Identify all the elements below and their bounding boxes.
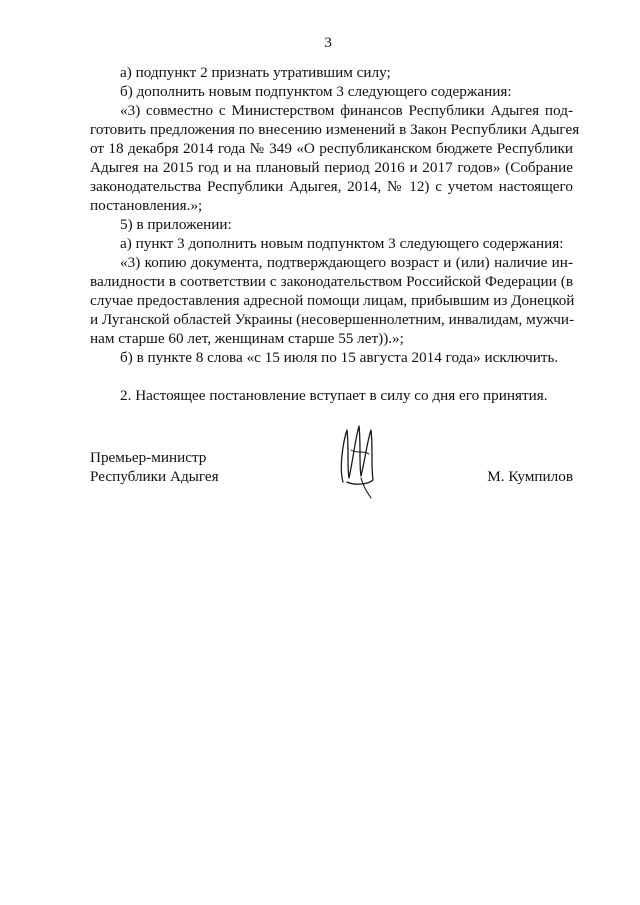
signatory-title [90,448,219,486]
signatory-title-line: Республики Адыгея [90,468,219,485]
paragraph-line: б) дополнить новым подпунктом 3 следующего содержания: [120,83,512,100]
paragraph-line: нам старше 60 лет, женщинам старше 55 лет)).»; [90,330,404,347]
signature-block [90,448,573,508]
paragraph-line: валидности в соответствии с законодательством Российской Федерации (в [90,273,573,290]
paragraph-line: законодательства Республики Адыгея, 2014, № 12) с учетом настоящего [90,178,573,195]
paragraph-line: готовить предложения по внесению изменений в Закон Республики Адыгея [90,121,580,138]
paragraph-line: случае предоставления адресной помощи лицам, прибывшим из Донецкой [90,292,575,309]
paragraph-line: «3) копию документа, подтверждающего возраст и (или) наличие ин- [120,254,573,271]
handwritten-signature [333,420,383,500]
paragraph-line: от 18 декабря 2014 года № 349 «О республиканском бюджете Республики [90,140,573,157]
paragraph-line: а) пункт 3 дополнить новым подпунктом 3 следующего содержания: [120,235,564,252]
page-number: 3 [324,34,332,51]
document-body [90,63,580,405]
paragraph-line: «3) совместно с Министерством финансов Республики Адыгея под- [120,102,573,119]
paragraph-line: 2. Настоящее постановление вступает в силу со дня его принятия. [120,387,548,404]
paragraph-line: Адыгея на 2015 год и на плановый период 2016 и 2017 годов» (Собрание [90,159,573,176]
paragraph-line: постановления.»; [90,197,203,214]
paragraph-gap [90,367,573,386]
paragraph-line: 5) в приложении: [120,216,232,233]
paragraph-line: б) в пункте 8 слова «с 15 июля по 15 августа 2014 года» исключить. [120,349,559,366]
paragraph-line: а) подпункт 2 признать утратившим силу; [120,64,391,81]
signatory-name: М. Кумпилов [487,468,573,485]
paragraph-line: и Луганской областей Украины (несовершеннолетним, инвалидам, мужчи- [90,311,575,328]
signatory-title-line: Премьер-министр [90,449,207,466]
